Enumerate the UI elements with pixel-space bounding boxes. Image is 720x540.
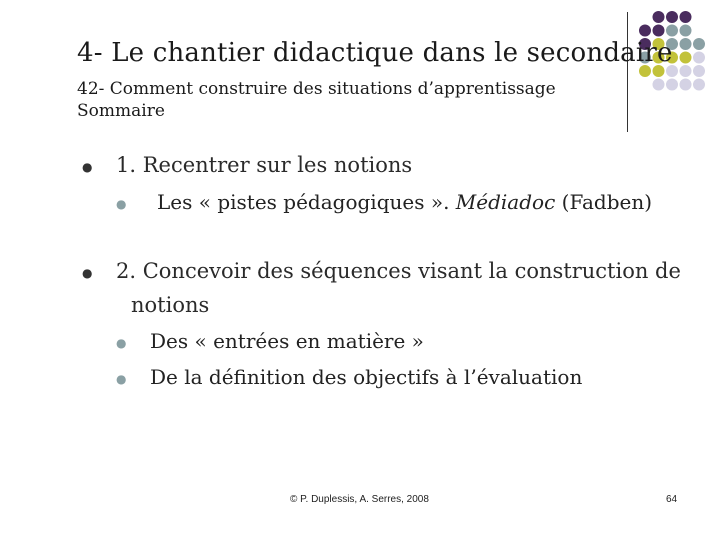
slide-title: 4- Le chantier didactique dans le secondaire (77, 38, 673, 68)
decorative-dot (680, 79, 692, 91)
item-1-sub-1-italic: Médiadoc (455, 190, 556, 214)
decorative-dot (666, 79, 678, 91)
item-1-sub-1-text: Les « pistes pédagogiques ». (157, 190, 456, 214)
decorative-dot (653, 11, 665, 23)
sub-bullet-icon: ● (116, 197, 127, 211)
item-2-sub-1: Des « entrées en matière » (150, 329, 424, 353)
decorative-dot (653, 79, 665, 91)
item-2-heading-line-1: 2. Concevoir des séquences visant la construction de (116, 259, 681, 283)
item-1-sub-1 (157, 190, 652, 214)
bullet-icon: ● (82, 160, 93, 174)
decorative-dot (680, 65, 692, 77)
decorative-dot (693, 65, 705, 77)
decorative-dot (693, 79, 705, 91)
decorative-dot (680, 11, 692, 23)
sub-bullet-icon: ● (116, 372, 127, 386)
decorative-dot (693, 38, 705, 50)
bullet-icon: ● (82, 266, 93, 280)
subtitle-line-2: Sommaire (77, 101, 165, 121)
item-2-heading-line-2: notions (131, 293, 210, 317)
page-number: 64 (666, 494, 678, 505)
title-divider-line (627, 12, 628, 132)
decorative-dot (680, 38, 692, 50)
sub-bullet-icon: ● (116, 336, 127, 350)
decorative-dot (693, 52, 705, 64)
slide-subtitle (77, 78, 556, 122)
decorative-dot (680, 52, 692, 64)
decorative-dot (653, 25, 665, 37)
item-2-sub-2: De la définition des objectifs à l’évaluation (150, 365, 583, 389)
decorative-dot (680, 25, 692, 37)
footer-credit: © P. Duplessis, A. Serres, 2008 (290, 494, 429, 505)
subtitle-line-1: 42- Comment construire des situations d’apprentissage (77, 79, 556, 99)
item-1-heading: 1. Recentrer sur les notions (116, 153, 413, 177)
decorative-dot (666, 11, 678, 23)
decorative-dot (639, 25, 651, 37)
item-1-sub-1-suffix: (Fadben) (555, 190, 653, 214)
decorative-dot (666, 25, 678, 37)
